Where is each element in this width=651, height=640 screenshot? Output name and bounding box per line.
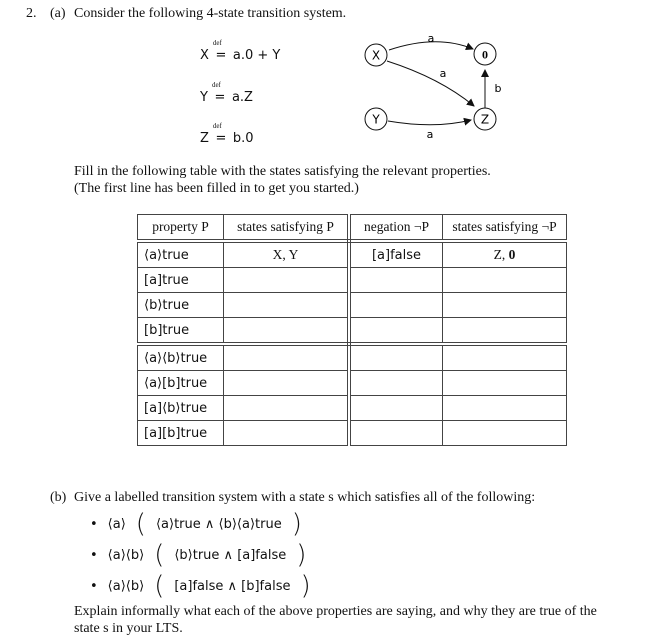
edge-label-y-z: a xyxy=(426,128,434,141)
negation-cell[interactable] xyxy=(349,421,443,446)
states-not-p-cell[interactable] xyxy=(443,396,567,421)
paren-open: ( xyxy=(154,540,165,570)
equation-y: Y def = a.Z xyxy=(200,81,253,105)
part-b-label: (b) xyxy=(50,490,67,505)
negation-cell: [a]false xyxy=(349,241,443,268)
bullet-3 xyxy=(90,571,311,601)
bullet-dot: • xyxy=(90,547,98,563)
header-states-not-p: states satisfying ¬P xyxy=(443,215,567,242)
property-cell: [b]true xyxy=(138,318,224,345)
table-row xyxy=(138,318,567,345)
table-row xyxy=(138,371,567,396)
property-cell: ⟨a⟩[b]true xyxy=(138,371,224,396)
header-negation: negation ¬P xyxy=(349,215,443,242)
formula-prefix: ⟨a⟩⟨b⟩ xyxy=(107,547,145,563)
states-p-cell[interactable] xyxy=(224,396,350,421)
states-p-cell[interactable] xyxy=(224,318,350,345)
part-a-label: (a) xyxy=(50,6,66,21)
instructions-line1: Fill in the following table with the states satisfying the relevant properties. xyxy=(74,164,491,179)
states-not-p-cell[interactable] xyxy=(443,318,567,345)
part-b-text: Give a labelled transition system with a state s which satisfies all of the following: xyxy=(74,490,536,505)
paren-close: ) xyxy=(291,509,302,539)
negation-cell[interactable] xyxy=(349,293,443,318)
states-p-cell[interactable] xyxy=(224,421,350,446)
explain-line1: Explain informally what each of the above properties are saying, and why they are true of the xyxy=(74,604,597,619)
states-p-cell[interactable] xyxy=(224,293,350,318)
table-row xyxy=(138,396,567,421)
table-header-row xyxy=(138,215,567,242)
formula-prefix: ⟨a⟩ xyxy=(107,516,126,532)
negation-cell[interactable] xyxy=(349,344,443,371)
edge-label-x-0: a xyxy=(427,32,435,45)
instructions-line2: (The first line has been filled in to get you started.) xyxy=(74,181,359,196)
states-not-p-cell[interactable] xyxy=(443,268,567,293)
formula-inner: ⟨a⟩true ∧ ⟨b⟩⟨a⟩true xyxy=(155,516,282,532)
negation-cell[interactable] xyxy=(349,318,443,345)
bullet-1 xyxy=(90,509,302,539)
state-x-label: X xyxy=(371,48,381,63)
paren-close: ) xyxy=(296,540,307,570)
transition-diagram xyxy=(355,28,515,144)
states-not-p-cell[interactable] xyxy=(443,344,567,371)
property-cell: [a][b]true xyxy=(138,421,224,446)
states-not-p-cell[interactable] xyxy=(443,371,567,396)
states-p-cell: X, Y xyxy=(224,241,350,268)
negation-cell[interactable] xyxy=(349,371,443,396)
paren-close: ) xyxy=(300,571,311,601)
table-row xyxy=(138,344,567,371)
negation-cell[interactable] xyxy=(349,268,443,293)
equation-x: X def = a.0 + Y xyxy=(200,39,281,63)
part-a-text: Consider the following 4-state transition system. xyxy=(74,6,347,21)
negation-cell[interactable] xyxy=(349,396,443,421)
paren-open: ( xyxy=(135,509,146,539)
states-p-cell[interactable] xyxy=(224,344,350,371)
property-cell: ⟨a⟩⟨b⟩true xyxy=(138,344,224,371)
formula-inner: [a]false ∧ [b]false xyxy=(174,578,291,594)
state-y-label: Y xyxy=(372,112,380,127)
edge-x-z xyxy=(387,61,474,106)
header-property: property P xyxy=(138,215,224,242)
paren-open: ( xyxy=(154,571,165,601)
state-z-label: Z xyxy=(480,112,490,127)
edge-label-z-0: b xyxy=(494,82,502,95)
property-cell: ⟨b⟩true xyxy=(138,293,224,318)
states-p-cell[interactable] xyxy=(224,268,350,293)
edge-y-z xyxy=(388,120,471,125)
table-row xyxy=(138,421,567,446)
explain-line2: state s in your LTS. xyxy=(74,621,183,636)
properties-table xyxy=(137,214,567,446)
property-cell: [a]true xyxy=(138,268,224,293)
table-row xyxy=(138,241,567,268)
bullet-dot: • xyxy=(90,578,98,594)
bullet-dot: • xyxy=(90,516,98,532)
formula-inner: ⟨b⟩true ∧ [a]false xyxy=(174,547,287,563)
states-not-p-cell[interactable] xyxy=(443,293,567,318)
formula-prefix: ⟨a⟩⟨b⟩ xyxy=(107,578,145,594)
edge-label-x-z: a xyxy=(439,67,447,80)
question-number: 2. xyxy=(26,6,37,21)
property-cell: ⟨a⟩true xyxy=(138,241,224,268)
table-row xyxy=(138,268,567,293)
equation-z: Z def = b.0 xyxy=(200,122,254,146)
header-states-p: states satisfying P xyxy=(224,215,350,242)
property-cell: [a]⟨b⟩true xyxy=(138,396,224,421)
bullet-2 xyxy=(90,540,307,570)
states-not-p-cell[interactable] xyxy=(443,421,567,446)
state-0-label: 0 xyxy=(482,47,488,62)
states-p-cell[interactable] xyxy=(224,371,350,396)
table-row xyxy=(138,293,567,318)
states-not-p-cell: Z, 0 xyxy=(443,241,567,268)
